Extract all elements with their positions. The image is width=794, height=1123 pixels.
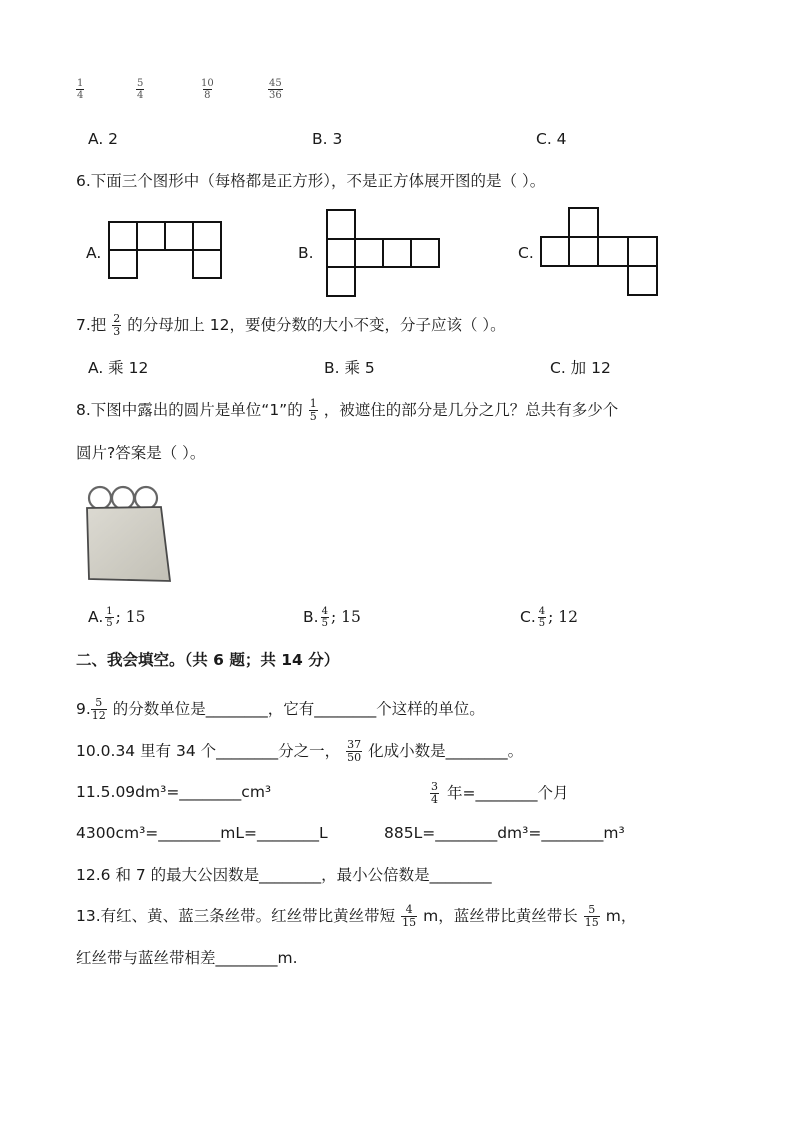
fraction: $\frac{37}{50}$ (347, 738, 362, 764)
q11-line2-right: 885L=________dm³=________m³ (384, 824, 625, 842)
fraction: $\frac{45}{36}$ (269, 78, 282, 101)
q8-option-c: C. $\frac{4}{5}$ ; 12 (520, 606, 578, 629)
q6-text: 6.下面三个图形中（每格都是正方形），不是正方体展开图的是（ ）。 (76, 172, 546, 190)
circle-icon (112, 487, 134, 509)
circle-icon (135, 487, 157, 509)
q6-label-a: A. (86, 244, 102, 262)
q13-text-line1: 13.有红、黄、蓝三条丝带。红丝带比黄丝带短 $\frac{4}{15}$ m，蓝丝带比黄丝带长 $\frac{5}{15}$ m， (76, 903, 637, 929)
fraction: $\frac{4}{5}$ (321, 606, 328, 629)
q8-text-line2: 圆片?答案是（ ）。 (76, 444, 206, 462)
cover-sheet (87, 507, 170, 581)
q7-option-b: B. 乘 5 (324, 359, 375, 377)
q7-option-c: C. 加 12 (550, 359, 611, 377)
fraction: $\frac{4}{15}$ (402, 903, 417, 929)
circle-icon (89, 487, 111, 509)
fraction: $\frac{2}{3}$ (113, 312, 121, 338)
fraction: $\frac{5}{12}$ (91, 696, 106, 722)
q6-label-b: B. (298, 244, 314, 262)
q11-right: $\frac{3}{4}$ 年=________个月 (431, 780, 569, 806)
fraction: $\frac{5}{4}$ (137, 78, 144, 101)
net-figure-a (108, 221, 226, 287)
fraction: $\frac{1}{5}$ (106, 606, 113, 629)
q13-text-line2: 红丝带与蓝丝带相差________m. (76, 949, 298, 967)
q6-label-c: C. (518, 244, 534, 262)
net-figure-b (326, 208, 444, 300)
q8-text-line1: 8.下图中露出的圆片是单位“1”的 $\frac{1}{5}$ ，被遮住的部分是几分之几？总共有多少个 (76, 397, 619, 423)
section-title: 二、我会填空。（共 6 题；共 14 分） (76, 651, 340, 669)
q9-text: 9. $\frac{5}{12}$ 的分数单位是________，它有________个这样的单位。 (76, 696, 485, 722)
q12-text: 12.6 和 7 的最大公因数是________，最小公倍数是________ (76, 866, 492, 884)
covered-circles-figure (84, 482, 176, 584)
fraction: $\frac{4}{5}$ (538, 606, 546, 629)
q5-option-a: A. 2 (88, 130, 119, 148)
q8-option-b: B. $\frac{4}{5}$ ; 15 (303, 606, 361, 629)
net-figure-c (540, 206, 662, 298)
q5-option-b: B. 3 (312, 130, 343, 148)
fraction: $\frac{5}{15}$ (584, 903, 599, 929)
q11-left: 11.5.09dm³=________cm³ (76, 783, 272, 801)
fraction: $\frac{3}{4}$ (431, 780, 438, 806)
q11-line2-left: 4300cm³=________mL=________L (76, 824, 328, 842)
fraction: $\frac{1}{4}$ (77, 78, 84, 101)
fraction: $\frac{1}{5}$ (309, 397, 317, 423)
q7-option-a: A. 乘 12 (88, 359, 149, 377)
q10-text: 10.0.34 里有 34 个________分之一， $\frac{37}{50}$ 化成小数是________。 (76, 738, 524, 764)
q8-option-a: A. $\frac{1}{5}$ ; 15 (88, 606, 146, 629)
q5-option-c: C. 4 (536, 130, 567, 148)
fraction: $\frac{10}{8}$ (201, 78, 214, 101)
q7-text: 7.把 $\frac{2}{3}$ 的分母加上 12，要使分数的大小不变，分子应该（ ）。 (76, 312, 506, 338)
